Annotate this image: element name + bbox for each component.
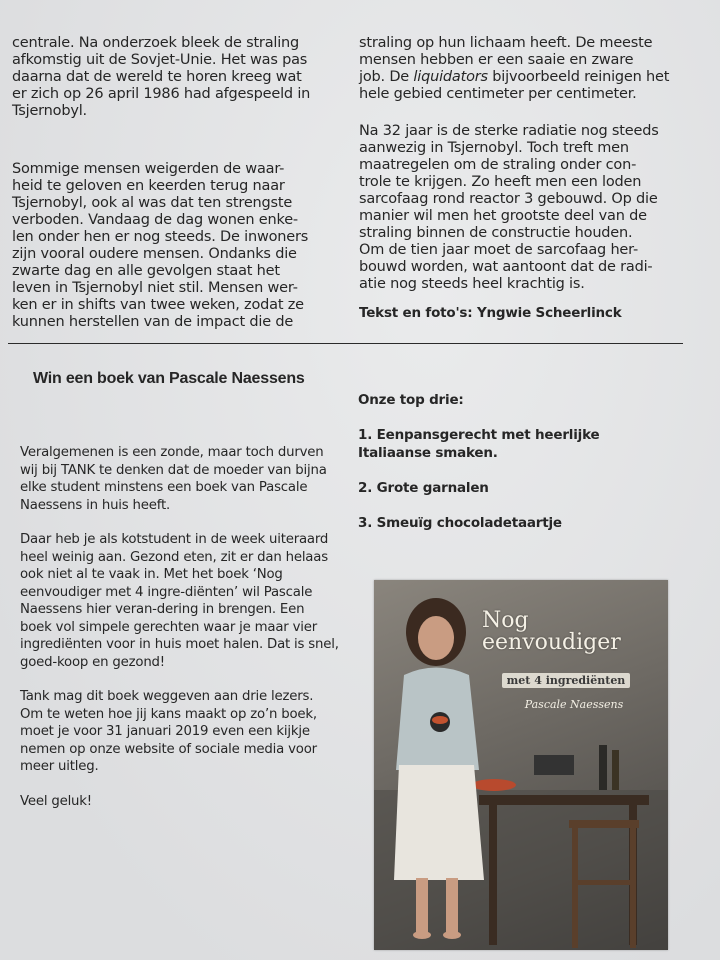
- article-paragraph: [359, 35, 704, 103]
- list-item: 2. Grote garnalen: [358, 480, 489, 496]
- article-column-right: [359, 35, 704, 322]
- article-paragraph: Na 32 jaar is de sterke radiatie nog steeds aanwezig in Tsjernobyl. Toch treft men maatregelen om de straling onder con- trole te krijgen. Zo heeft men een loden sarcofaag rond reactor 3 gebouwd. Op die manier wil men het grootste deel van de straling binnen de constructie houden. Om de tien jaar moet de sarcofaag her- bouwd worden, wat aantoont dat de radi- atie nog steeds heel krachtig is.: [359, 123, 659, 292]
- contest-paragraph: Tank mag dit boek weggeven aan drie lezers. Om te weten hoe jij kans maakt op zo’n boek, moet je voor 31 januari 2019 even een kijkje nemen op onze website of sociale media voor meer uitleg.: [20, 689, 317, 774]
- contest-paragraph: Daar heb je als kotstudent in de week uiteraard heel weinig aan. Gezond eten, zit er dan helaas ook niet al te vaak in. Met het boek ‘Nog eenvoudiger met 4 ingre-diënten’ wil Pascale Naessens hier veran-dering in brengen. Een boek vol simpele gerechten waar je maar vier ingrediënten voor in huis moet halen. Dat is snel, goed-koop en gezond!: [20, 532, 339, 670]
- article-column-left: [12, 35, 342, 331]
- article-credit: Tekst en foto's: Yngwie Scheerlinck: [359, 305, 622, 321]
- italic-term: liquidators: [413, 69, 488, 85]
- cover-title-line: Nog: [482, 608, 529, 633]
- top-three-header: Onze top drie:: [358, 392, 464, 408]
- article-paragraph: Sommige mensen weigerden de waar- heid te geloven en keerden terug naar Tsjernobyl, ook al was dat ten strengste verboden. Vandaag de dag wonen enke- len onder hen er nog steeds. De inwoners zijn vooral oudere mensen. Ondanks die zwarte dag en alle gevolgen staat het leven in Tsjernobyl niet stil. Mensen wer- ken er in shifts van twee weken, zodat ze kunnen herstellen van de impact die de: [12, 161, 309, 330]
- article-paragraph: centrale. Na onderzoek bleek de straling afkomstig uit de Sovjet-Unie. Het was pas daarna dat de wereld te horen kreeg wat er zich op 26 april 1986 had afgespeeld in Tsjernobyl.: [12, 35, 311, 119]
- contest-paragraph: Veralgemenen is een zonde, maar toch durven wij bij TANK te denken dat de moeder van bijna elke student minstens een boek van Pascale Naessens in huis heeft.: [20, 445, 327, 513]
- cover-title-line: eenvoudiger: [482, 630, 621, 655]
- list-item: 1. Eenpansgerecht met heerlijke Italiaanse smaken.: [358, 427, 600, 461]
- cover-subtitle: met 4 ingrediënten: [502, 673, 630, 688]
- cover-title: [482, 610, 662, 654]
- list-item: 3. Smeuïg chocoladetaartje: [358, 515, 562, 531]
- section-divider: [8, 343, 683, 344]
- contest-title: Win een boek van Pascale Naessens: [33, 370, 305, 387]
- top-three-list: [358, 391, 678, 549]
- contest-body: [20, 444, 340, 827]
- text-run: straling op hun lichaam heeft. De meeste mensen hebben er een saaie en zware job. De: [359, 35, 653, 85]
- contest-paragraph: Veel geluk!: [20, 793, 92, 809]
- book-cover-image: [374, 580, 668, 950]
- text-run: bijvoorbeeld reinigen het hele gebied centimeter per centimeter.: [359, 69, 670, 102]
- cover-author: Pascale Naessens: [524, 698, 624, 711]
